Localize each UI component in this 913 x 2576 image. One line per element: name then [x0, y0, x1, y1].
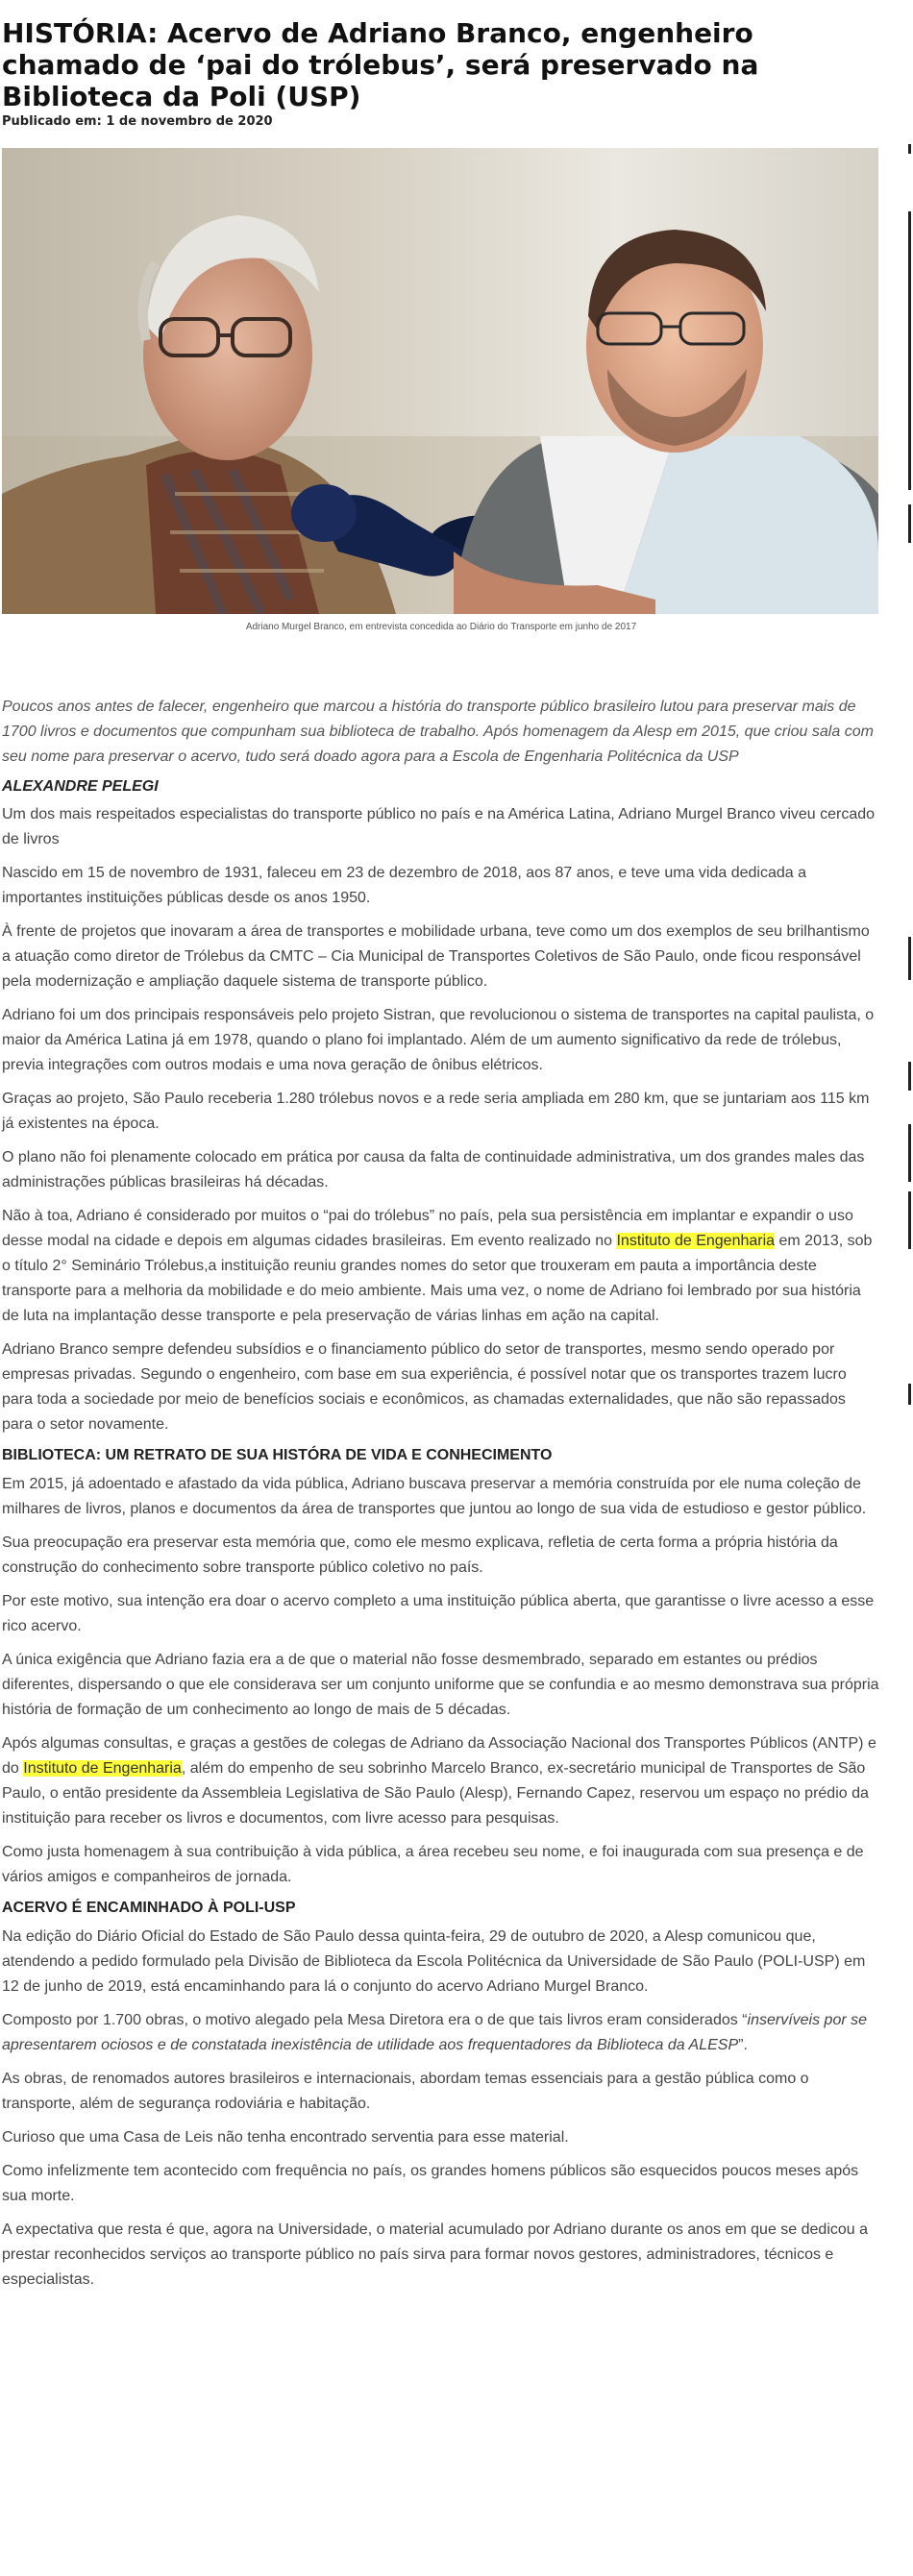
paragraph: Como justa homenagem à sua contribuição à vida pública, a área recebeu seu nome, e foi inaugurada com sua presença e de vários amigos e companheiros de jornada.: [2, 1844, 864, 1885]
sidebar-fragment: [908, 937, 911, 980]
paragraph: A única exigência que Adriano fazia era a de que o material não fosse desmembrado, separado em estantes ou prédios diferentes, dispersando o que ele considerava ser um conjunto uniforme que se confundia e ao mesmo demonstrava sua própria história de formação de um conhecimento ao longo de mais de 5 décadas.: [2, 1652, 879, 1718]
sidebar-fragment: [908, 144, 911, 154]
article-body: [0, 695, 882, 2293]
paragraph: Sua preocupação era preservar esta memória que, como ele mesmo explicava, refletia de certa forma a própria história da construção do conhecimento sobre transporte público coletivo no país.: [2, 1534, 838, 1576]
sidebar-edge: [900, 0, 913, 2576]
paragraph: Como infelizmente tem acontecido com frequência no país, os grandes homens públicos são esquecidos poucos meses após sua morte.: [2, 2163, 859, 2204]
publish-date: Publicado em: 1 de novembro de 2020: [2, 114, 273, 129]
quoted-text: inservíveis por se apresentarem ociosos e de constatada inexistência de utilidade aos frequentadores da Biblioteca da ALESP: [2, 2012, 868, 2053]
section-heading-acervo: ACERVO É ENCAMINHADO À POLI-USP: [2, 1900, 296, 1916]
article-title: HISTÓRIA: Acervo de Adriano Branco, engenheiro chamado de ‘pai do trólebus’, será preservado na Biblioteca da Poli (USP): [2, 17, 759, 112]
paragraph: Nascido em 15 de novembro de 1931, faleceu em 23 de dezembro de 2018, aos 87 anos, e teve uma vida dedicada a importantes instituições públicas desde os anos 1950.: [2, 865, 806, 906]
paragraph-text: em 2013, sob o título 2° Seminário Trólebus,a instituição reuniu grandes nomes do setor que trouxeram em pauta a importância deste transporte para a melhoria da mobilidade e do meio ambiente. Mais uma vez, o nome de Adriano foi lembrado por sua história de luta na implantação desse transporte e pela preservação de várias linhas em ação na capital.: [2, 1233, 873, 1324]
section-heading-biblioteca: BIBLIOTECA: UM RETRATO DE SUA HISTÓRA DE VIDA E CONHECIMENTO: [2, 1447, 553, 1463]
interview-photo-illustration: [2, 148, 878, 614]
sidebar-fragment: [908, 1062, 911, 1091]
paragraph: [2, 1731, 880, 1831]
paragraph: As obras, de renomados autores brasileiros e internacionais, abordam temas essenciais para a gestão pública como o transporte, além de segurança rodoviária e habitação.: [2, 2071, 809, 2112]
paragraph: Graças ao projeto, São Paulo receberia 1.280 trólebus novos e a rede seria ampliada em 280 km, que se juntariam aos 115 km já existentes na época.: [2, 1091, 870, 1132]
highlighted-link-instituto-de-engenharia[interactable]: Instituto de Engenharia: [23, 1760, 182, 1777]
paragraph: O plano não foi plenamente colocado em prática por causa da falta de continuidade administrativa, um dos grandes males das administrações públicas brasileiras há décadas.: [2, 1149, 865, 1190]
paragraph: Na edição do Diário Oficial do Estado de São Paulo dessa quinta-feira, 29 de outubro de 2020, a Alesp comunicou que, atendendo a pedido formulado pela Divisão de Biblioteca da Escola Politécnica da Universidade de São Paulo (POLI-USP) em 12 de junho de 2019, está encaminhando para lá o conjunto do acervo Adriano Murgel Branco.: [2, 1928, 866, 1995]
paragraph: [2, 2008, 880, 2058]
paragraph-text: ”.: [738, 2037, 748, 2053]
paragraph: À frente de projetos que inovaram a área de transportes e mobilidade urbana, teve como um dos exemplos de seu brilhantismo a atuação como diretor de Trólebus da CMTC – Cia Municipal de Transportes Coletivos de São Paulo, onde ficou responsável pela modernização e ampliação daquele sistema de transporte público.: [2, 923, 870, 990]
paragraph: Adriano foi um dos principais responsáveis pelo projeto Sistran, que revolucionou o sistema de transportes na capital paulista, o maior da América Latina já em 1978, quando o plano foi implantado. Além de um aumento significativo da rede de trólebus, previa integrações com outros modais e uma nova geração de ônibus elétricos.: [2, 1007, 875, 1073]
paragraph: Adriano Branco sempre defendeu subsídios e o financiamento público do setor de transportes, mesmo sendo operado por empresas privadas. Segundo o engenheiro, com base em sua experiência, é possível notar que os transportes trazem lucro para toda a sociedade por meio de benefícios sociais e econômicos, as chamadas externalidades, que não são repassados para o setor novamente.: [2, 1341, 847, 1433]
author-name: ALEXANDRE PELEGI: [2, 778, 159, 795]
highlighted-link-instituto-de-engenharia[interactable]: Instituto de Engenharia: [616, 1233, 776, 1249]
paragraph-text: Após algumas consultas, e graças a gestões de colegas de Adriano da Associação Nacional dos Transportes Públicos (ANTP) e do: [2, 1735, 876, 1777]
sidebar-fragment: [908, 1191, 911, 1249]
photo-caption: Adriano Murgel Branco, em entrevista concedida ao Diário do Transporte em junho de 2017: [245, 622, 637, 632]
paragraph: Curioso que uma Casa de Leis não tenha encontrado serventia para esse material.: [2, 2129, 569, 2146]
paragraph: Em 2015, já adoentado e afastado da vida pública, Adriano buscava preservar a memória construída por ele numa coleção de milhares de livros, planos e documentos da área de transportes que juntou ao longo de sua vida de estudioso e gestor público.: [2, 1476, 867, 1517]
paragraph-text: , além do empenho de seu sobrinho Marcelo Branco, ex-secretário municipal de Transportes de São Paulo, o então presidente da Assembleia Legislativa de São Paulo (Alesp), Fernando Capez, reservou um espaço no prédio da instituição para receber os livros e documentos, com livre acesso para pesquisas.: [2, 1760, 869, 1827]
paragraph: [2, 1204, 880, 1329]
article-photo: [2, 148, 878, 614]
paragraph-text: Composto por 1.700 obras, o motivo alegado pela Mesa Diretora era o de que tais livros eram considerados “: [2, 2012, 748, 2028]
sidebar-fragment: [908, 1384, 911, 1405]
sidebar-fragment: [908, 211, 911, 490]
paragraph-text: Não à toa, Adriano é considerado por muitos o “pai do trólebus” no país, pela sua persistência em implantar e expandir o uso desse modal na cidade e depois em algumas cidades brasileiras. Em evento realizado no: [2, 1208, 853, 1249]
sidebar-fragment: [908, 1124, 911, 1182]
paragraph: A expectativa que resta é que, agora na Universidade, o material acumulado por Adriano durante os anos em que se dedicou a prestar reconhecidos serviços ao transporte público no país sirva para formar novos gestores, administradores, técnicos e especialistas.: [2, 2221, 869, 2288]
article-lede: Poucos anos antes de falecer, engenheiro que marcou a história do transporte público brasileiro lutou para preservar mais de 1700 livros e documentos que compunham sua biblioteca de trabalho. Após homenagem da Alesp em 2015, que criou sala com seu nome para preservar o acervo, tudo será doado agora para a Escola de Engenharia Politécnica da USP: [2, 699, 874, 765]
paragraph: Por este motivo, sua intenção era doar o acervo completo a uma instituição pública aberta, que garantisse o livre acesso a esse rico acervo.: [2, 1593, 875, 1634]
paragraph: Um dos mais respeitados especialistas do transporte público no país e na América Latina, Adriano Murgel Branco viveu cercado de livros: [2, 806, 876, 847]
sidebar-fragment: [908, 504, 911, 543]
